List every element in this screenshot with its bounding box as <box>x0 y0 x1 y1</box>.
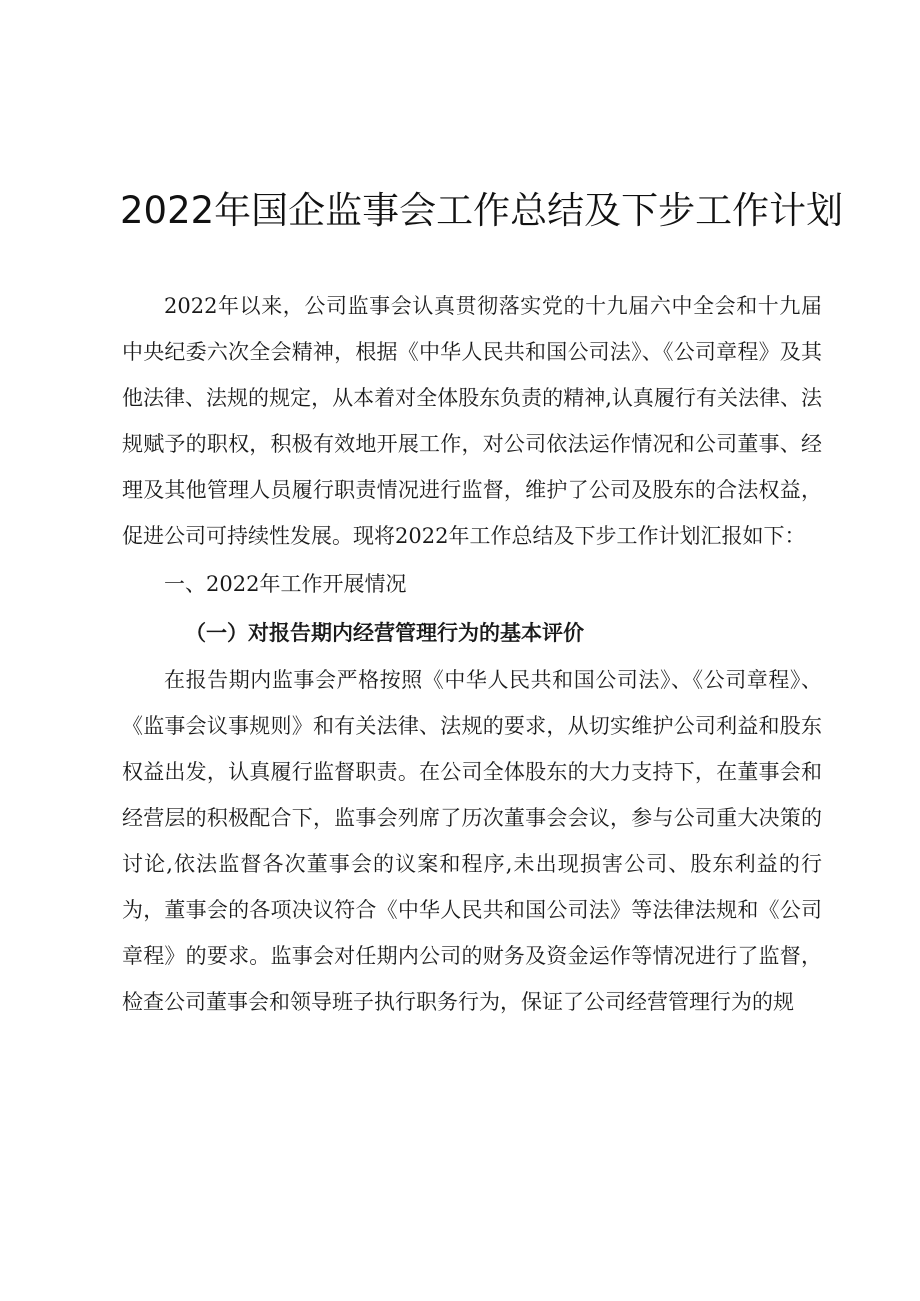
subsection-1-paragraph: 在报告期内监事会严格按照《中华人民共和国公司法》、《公司章程》、《监事会议事规则》和有关法律、法规的要求，从切实维护公司利益和股东权益出发，认真履行监督职责。在公司全体股东的大力支持下，在董事会和经营层的积极配合下，监事会列席了历次董事会会议，参与公司重大决策的讨论,依法监督各次董事会的议案和程序,未出现损害公司、股东利益的行为，董事会的各项决议符合《中华人民共和国公司法》等法律法规和《公司章程》的要求。监事会对任期内公司的财务及资金运作等情况进行了监督，检查公司董事会和领导班子执行职务行为，保证了公司经营管理行为的规 <box>122 668 822 1014</box>
document-body <box>122 283 822 1025</box>
document-title: 2022年国企监事会工作总结及下步工作计划 <box>120 189 844 232</box>
section-1-heading: 一、2022年工作开展情况 <box>164 572 407 596</box>
subsection-1-heading: （一）对报告期内经营管理行为的基本评价 <box>185 620 584 645</box>
intro-paragraph: 2022年以来，公司监事会认真贯彻落实党的十九届六中全会和十九届中央纪委六次全会精神，根据《中华人民共和国公司法》、《公司章程》及其他法律、法规的规定，从本着对全体股东负责的精神,认真履行有关法律、法规赋予的职权，积极有效地开展工作，对公司依法运作情况和公司董事、经理及其他管理人员履行职责情况进行监督，维护了公司及股东的合法权益，促进公司可持续性发展。现将2022年工作总结及下步工作计划汇报如下： <box>122 294 822 548</box>
